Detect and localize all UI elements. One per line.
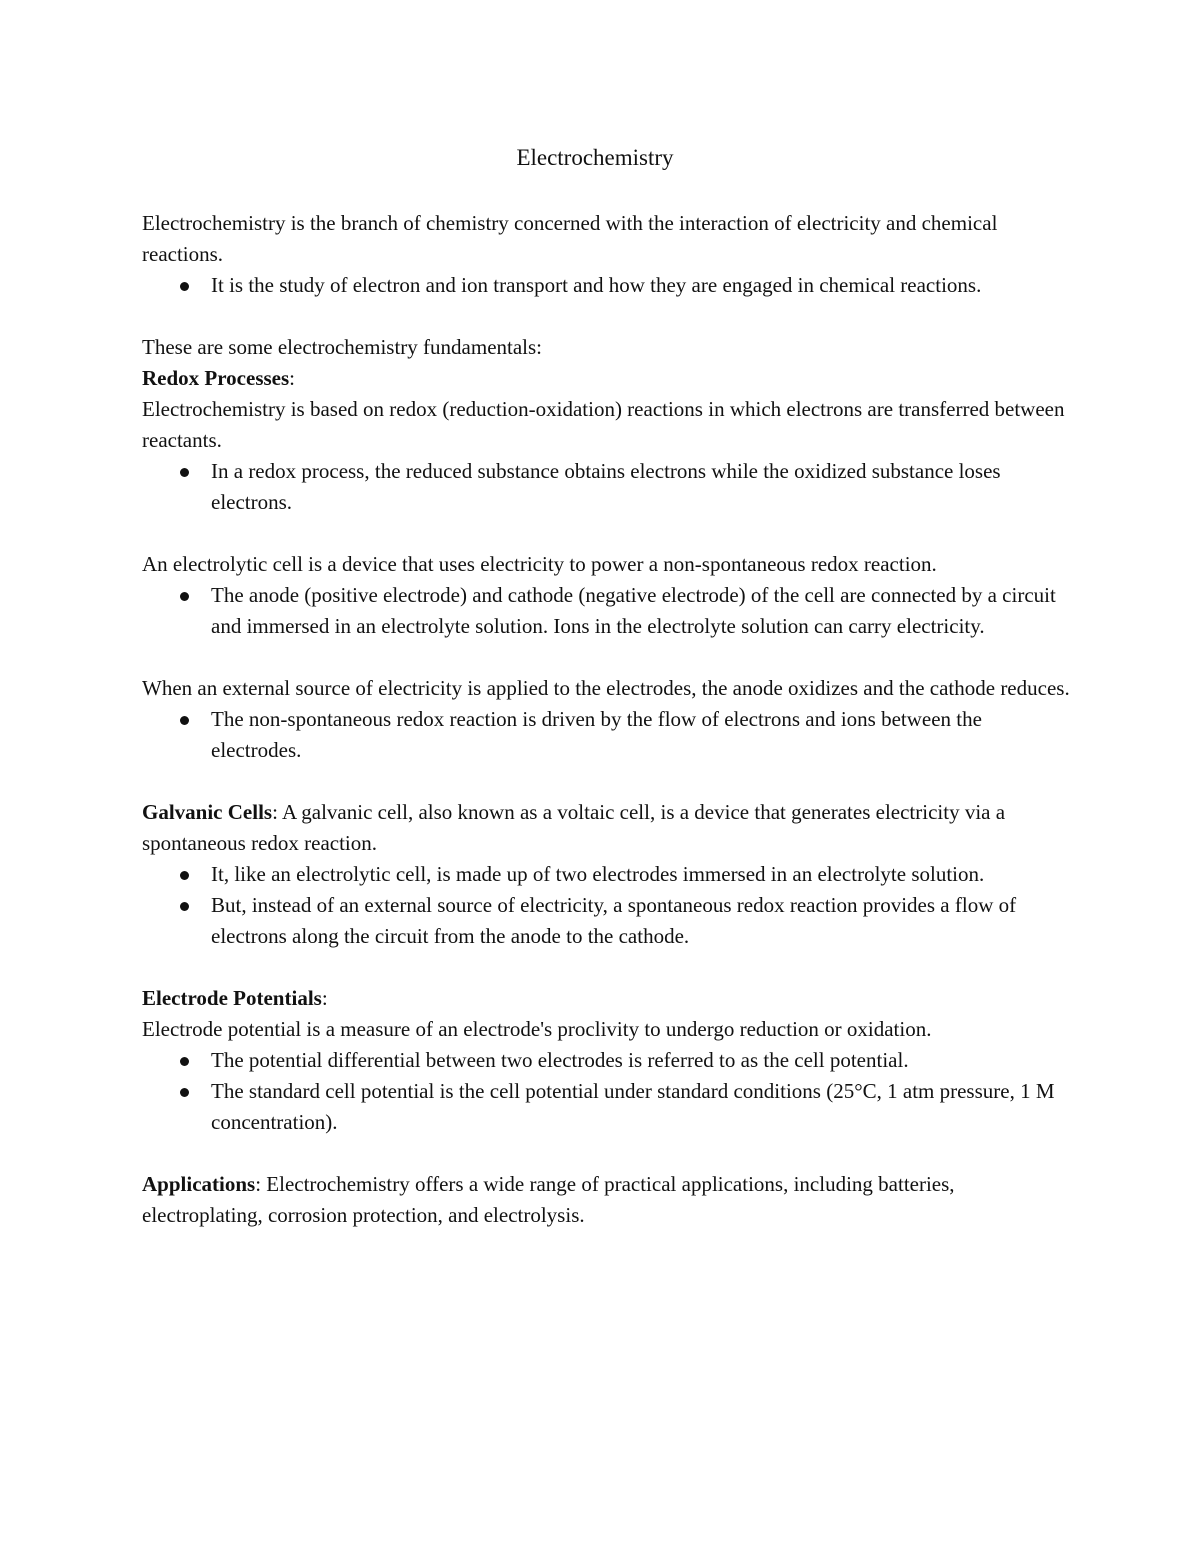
potentials-bullet: The potential differential between two electrodes is referred to as the cell potential. — [211, 1045, 1072, 1076]
electrolytic-bullet: The anode (positive electrode) and cathode (negative electrode) of the cell are connected by a circuit and immersed in an electrolyte solution. Ions in the electrolyte solution can carry electricity. — [211, 580, 1072, 642]
redox-heading-line — [142, 363, 1072, 394]
electrolytic-paragraph: An electrolytic cell is a device that uses electricity to power a non-spontaneous redox reaction. — [142, 552, 937, 576]
spacer — [142, 518, 1072, 549]
applications-text: : Electrochemistry offers a wide range of practical applications, including batteries, electroplating, corrosion protection, and electrolysis. — [142, 1172, 955, 1227]
potentials-heading-line — [142, 983, 1072, 1014]
spacer — [142, 952, 1072, 983]
galvanic-paragraph — [142, 797, 1072, 859]
applications-heading: Applications — [142, 1172, 256, 1196]
external-source-bullet: The non-spontaneous redox reaction is driven by the flow of electrons and ions between the electrodes. — [211, 704, 1072, 766]
intro-bullet-list — [142, 270, 1072, 301]
intro-bullet: It is the study of electron and ion transport and how they are engaged in chemical reactions. — [211, 270, 1072, 301]
galvanic-bullet-list — [142, 859, 1072, 952]
spacer — [142, 301, 1072, 332]
galvanic-text: : A galvanic cell, also known as a voltaic cell, is a device that generates electricity via a spontaneous redox reaction. — [142, 800, 1006, 855]
redox-paragraph: Electrochemistry is based on redox (reduction-oxidation) reactions in which electrons are transferred between reactants. — [142, 397, 1065, 452]
external-source-paragraph: When an external source of electricity is applied to the electrodes, the anode oxidizes and the cathode reduces. — [142, 676, 1070, 700]
redox-bullet-list — [142, 456, 1072, 518]
electrolytic-bullet-list — [142, 580, 1072, 642]
intro-paragraph: Electrochemistry is the branch of chemistry concerned with the interaction of electricity and chemical reactions. — [142, 211, 998, 266]
spacer — [142, 1138, 1072, 1169]
redox-heading-colon: : — [289, 366, 296, 390]
potentials-heading: Electrode Potentials — [142, 986, 322, 1010]
galvanic-heading: Galvanic Cells — [142, 800, 273, 824]
applications-paragraph — [142, 1169, 1072, 1231]
galvanic-bullet: But, instead of an external source of electricity, a spontaneous redox reaction provides a flow of electrons along the circuit from the anode to the cathode. — [211, 890, 1072, 952]
document-title: Electrochemistry — [516, 145, 674, 170]
potentials-bullet: The standard cell potential is the cell potential under standard conditions (25°C, 1 atm pressure, 1 M concentration). — [211, 1076, 1072, 1138]
potentials-heading-colon: : — [321, 986, 328, 1010]
external-source-bullet-list — [142, 704, 1072, 766]
spacer — [142, 642, 1072, 673]
document-page — [142, 140, 1072, 1231]
fundamentals-intro: These are some electrochemistry fundamentals: — [142, 335, 543, 359]
potentials-paragraph: Electrode potential is a measure of an electrode's proclivity to undergo reduction or oxidation. — [142, 1017, 932, 1041]
potentials-bullet-list — [142, 1045, 1072, 1138]
redox-heading: Redox Processes — [142, 366, 290, 390]
spacer — [142, 766, 1072, 797]
redox-bullet: In a redox process, the reduced substance obtains electrons while the oxidized substance loses electrons. — [211, 456, 1072, 518]
galvanic-bullet: It, like an electrolytic cell, is made up of two electrodes immersed in an electrolyte solution. — [211, 859, 1072, 890]
